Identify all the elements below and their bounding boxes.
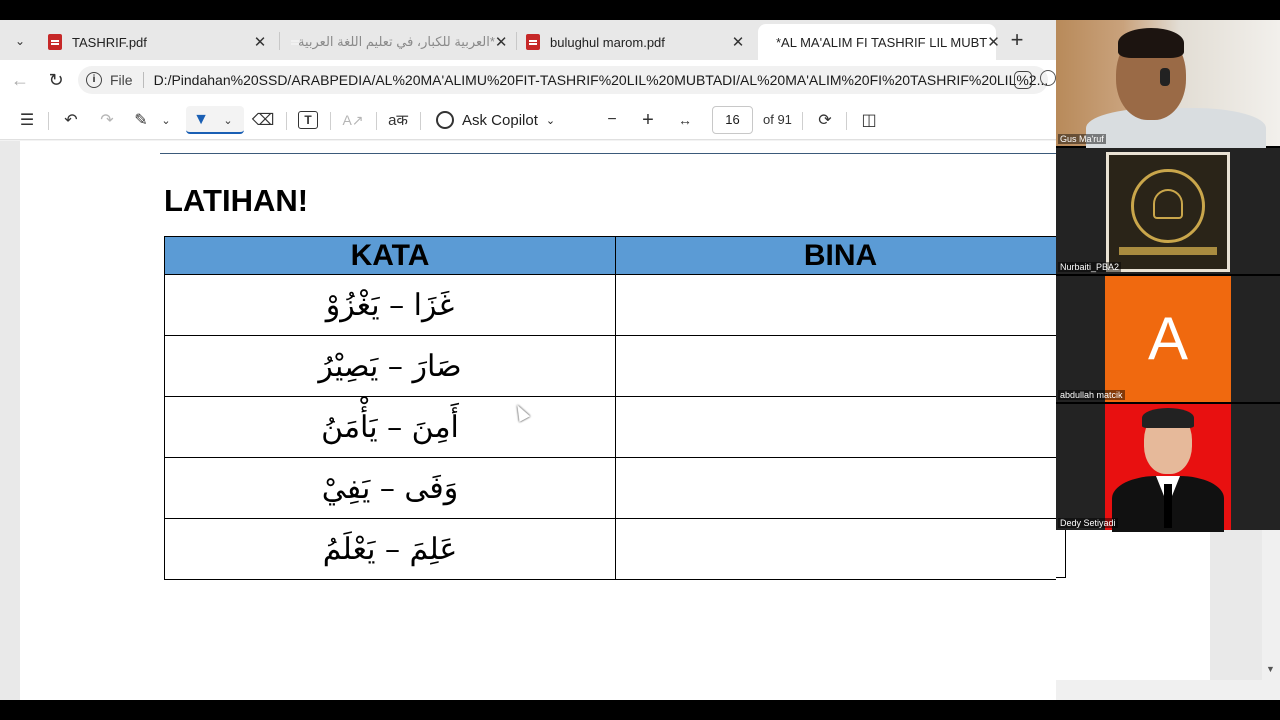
address-field[interactable] xyxy=(78,66,1048,94)
page-heading: LATIHAN! xyxy=(164,183,309,218)
redo-icon[interactable]: ↷ xyxy=(100,112,114,129)
undo-icon[interactable]: ↶ xyxy=(64,112,78,129)
participant-name: Gus Ma'ruf xyxy=(1060,134,1104,144)
read-aloud-icon[interactable]: aक xyxy=(388,112,408,129)
profile-photo-hair xyxy=(1142,408,1194,428)
participant-tile[interactable] xyxy=(1056,276,1280,402)
column-header-bina: BINA xyxy=(616,237,1066,275)
pdf-file-icon xyxy=(526,34,540,50)
eraser-icon[interactable]: ⌫ xyxy=(251,112,275,129)
scroll-down-icon[interactable]: ▼ xyxy=(1266,664,1275,674)
zoom-icon[interactable] xyxy=(1040,70,1056,86)
kata-cell: أَمِنَ – يَأْمَنُ xyxy=(165,397,616,458)
tab-strip xyxy=(0,20,1056,60)
zoom-out-icon[interactable]: − xyxy=(607,111,617,128)
total-pages-label: of 91 xyxy=(763,112,792,127)
divider xyxy=(376,112,377,130)
text-size-icon[interactable]: A↗ xyxy=(342,111,364,128)
participant-tile[interactable] xyxy=(1056,404,1280,530)
table-row xyxy=(165,275,1066,336)
bina-cell xyxy=(616,275,1066,336)
tab-bulughul-marom[interactable] xyxy=(518,24,754,60)
profile-photo-tie xyxy=(1164,484,1172,528)
ask-copilot-label: Ask Copilot xyxy=(462,111,538,129)
top-black-bar xyxy=(0,0,1280,20)
table-row xyxy=(165,519,1066,580)
chevron-down-icon: ⌄ xyxy=(14,34,26,48)
avatar: A xyxy=(1105,276,1231,402)
page-number-input[interactable]: 16 xyxy=(712,106,753,134)
url-text[interactable]: D:/Pindahan%20SSD/ARABPEDIA/AL%20MA'ALIMU%20FIT-TASHRIF%20LIL%20MUBTADI/AL%20MA'ALIM%20FI%20TASHRIF%20LIL%2... xyxy=(153,72,1049,88)
back-arrow-icon[interactable]: ← xyxy=(11,70,29,90)
divider xyxy=(420,112,421,130)
tab-arabiyah[interactable] xyxy=(280,24,514,60)
pdf-viewer[interactable] xyxy=(0,141,1056,700)
tab-title: TASHRIF.pdf xyxy=(72,34,147,50)
tab-title: *العربية للكبار، في تعليم اللغة العربية xyxy=(298,34,495,49)
bottom-black-bar xyxy=(0,700,1280,720)
add-text-icon[interactable]: T xyxy=(298,111,318,129)
close-icon[interactable]: ✕ xyxy=(987,34,1000,51)
participant-name: Dedy Setiyadi xyxy=(1060,518,1116,528)
tab-title: *AL MA'ALIM FI TASHRIF LIL MUBT xyxy=(776,34,988,50)
scrollbar-corner xyxy=(1056,680,1280,700)
chevron-down-icon[interactable]: ⌄ xyxy=(161,114,171,127)
close-icon[interactable]: ✕ xyxy=(494,34,508,51)
app-available-icon[interactable] xyxy=(1014,71,1032,89)
table-header-row xyxy=(165,237,1066,275)
tab-al-maalim[interactable] xyxy=(758,24,1000,60)
divider xyxy=(286,112,287,130)
table-row xyxy=(165,458,1066,519)
address-bar-row xyxy=(0,60,1056,100)
vertical-scrollbar[interactable] xyxy=(1262,530,1280,680)
highlight-icon[interactable]: ✎ xyxy=(134,112,148,129)
bina-cell xyxy=(616,458,1066,519)
browser-window xyxy=(0,20,1056,700)
page-rule xyxy=(160,153,1060,154)
participants-panel xyxy=(1056,20,1280,530)
contents-list-icon[interactable]: ☰ xyxy=(19,112,35,129)
ask-copilot-button[interactable] xyxy=(436,108,555,132)
new-tab-button[interactable]: + xyxy=(1010,27,1024,52)
info-icon[interactable]: i xyxy=(86,72,102,88)
participant-name: Nurbaiti_PBA2 xyxy=(1060,262,1120,272)
mosque-icon xyxy=(1153,189,1183,219)
table-row xyxy=(165,397,1066,458)
fit-width-icon[interactable]: ↔ xyxy=(678,112,692,128)
divider xyxy=(802,112,803,130)
kata-cell: غَزَا – يَغْزُوْ xyxy=(165,275,616,336)
refresh-icon[interactable]: ↻ xyxy=(48,70,64,90)
tab-title: bulughul marom.pdf xyxy=(550,34,665,50)
copilot-icon xyxy=(436,111,454,129)
participant-hair xyxy=(1118,28,1184,58)
divider xyxy=(846,112,847,130)
chevron-down-icon: ⌄ xyxy=(545,114,556,127)
chevron-down-icon[interactable]: ⌄ xyxy=(223,114,233,127)
participant-tile[interactable] xyxy=(1056,20,1280,146)
kata-cell: وَفَى – يَفِيْ xyxy=(165,458,616,519)
profile-logo xyxy=(1106,152,1230,272)
table-row xyxy=(165,336,1066,397)
scheme-label: File xyxy=(110,72,133,88)
kata-cell: عَلِمَ – يَعْلَمُ xyxy=(165,519,616,580)
tab-tashrif[interactable] xyxy=(40,24,276,60)
participant-tile[interactable] xyxy=(1056,148,1280,274)
headset-icon xyxy=(1160,68,1170,86)
kata-cell: صَارَ – يَصِيْرُ xyxy=(165,336,616,397)
column-header-kata: KATA xyxy=(165,237,616,275)
table-edge xyxy=(1056,530,1066,578)
pdf-toolbar xyxy=(0,100,1056,140)
bina-cell xyxy=(616,519,1066,580)
close-icon[interactable]: ✕ xyxy=(731,34,745,51)
pdf-page-overflow xyxy=(1056,530,1280,680)
divider xyxy=(48,112,49,130)
draw-pen-icon[interactable]: ▼ xyxy=(193,111,209,128)
bina-cell xyxy=(616,397,1066,458)
close-icon[interactable]: ✕ xyxy=(253,34,267,51)
zoom-in-icon[interactable]: + xyxy=(642,108,654,131)
tab-separator xyxy=(516,32,517,50)
pdf-file-icon xyxy=(48,34,62,50)
exercise-table xyxy=(164,236,1066,580)
rotate-icon[interactable]: ⟳ xyxy=(818,112,832,129)
pdf-page xyxy=(20,141,1056,700)
divider xyxy=(143,72,144,88)
logo-text-band xyxy=(1119,247,1217,255)
bina-cell xyxy=(616,336,1066,397)
page-view-icon[interactable]: ◫ xyxy=(861,112,877,129)
tab-actions-menu-button[interactable] xyxy=(6,28,34,54)
participant-name: abdullah matcik xyxy=(1060,390,1123,400)
divider xyxy=(330,112,331,130)
